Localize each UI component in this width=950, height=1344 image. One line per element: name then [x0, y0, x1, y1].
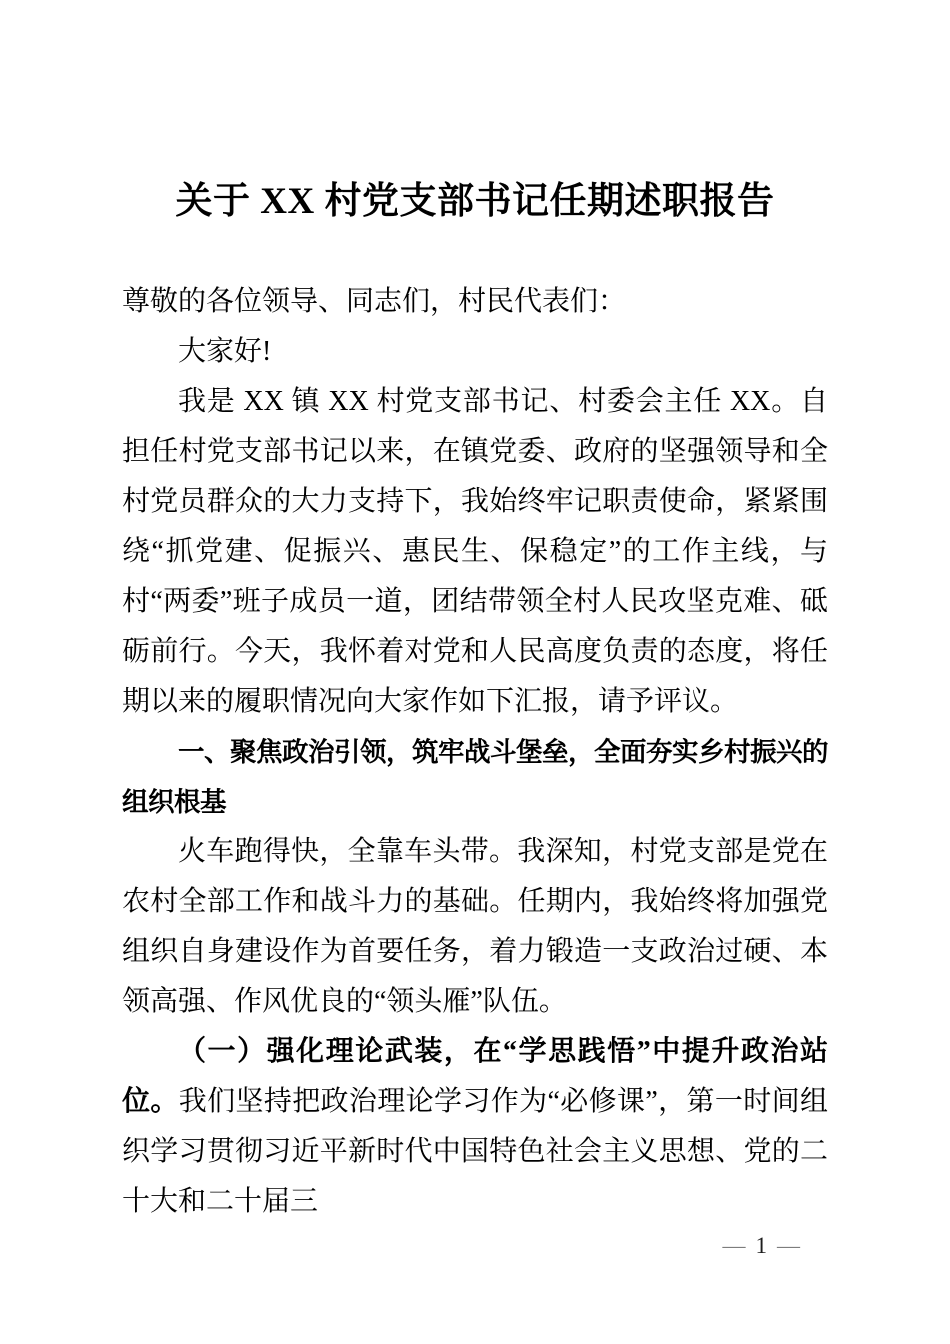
page-footer: [723, 1231, 801, 1261]
footer-left-dash: —: [722, 1233, 746, 1258]
paragraph: [122, 727, 828, 827]
paragraph-text: 我是 XX 镇 XX 村党支部书记、村委会主任 XX。自担任村党支部书记以来，在镇党委、政府的坚强领导和全村党员群众的大力支持下，我始终牢记职责使命，紧紧围绕“抓党建、促振兴、惠民生、保稳定”的工作主线，与村“两委”班子成员一道，团结带领全村人民攻坚克难、砥砺前行。今天，我怀着对党和人民高度负责的态度，将任期以来的履职情况向大家作如下汇报，请予评议。: [122, 386, 828, 717]
paragraph: [122, 827, 828, 1027]
page-number: 1: [755, 1233, 767, 1258]
paragraph: [122, 1027, 828, 1227]
paragraph-text: 我们坚持把政治理论学习作为“必修课”，第一时间组织学习贯彻习近平新时代中国特色社会主义思想、党的二十大和二十届三: [122, 1086, 828, 1217]
paragraph-text: 火车跑得快，全靠车头带。我深知，村党支部是党在农村全部工作和战斗力的基础。任期内，我始终将加强党组织自身建设作为首要任务，着力锻造一支政治过硬、本领高强、作风优良的“领头雁”队伍。: [122, 836, 828, 1017]
paragraph: [122, 277, 828, 327]
paragraph: [122, 327, 828, 377]
paragraph-text: 尊敬的各位领导、同志们，村民代表们：: [122, 286, 627, 317]
paragraph: [122, 377, 828, 727]
document-body: [122, 277, 828, 1227]
paragraph-lead: （一）强化理论武装，在“学思践悟”中提升政治站位。: [122, 1036, 828, 1117]
paragraph-text: 一、聚焦政治引领，筑牢战斗堡垒，全面夯实乡村振兴的组织根基: [122, 737, 828, 817]
document-title: 关于 XX 村党支部书记任期述职报告: [175, 181, 775, 222]
footer-right-dash: —: [777, 1233, 800, 1258]
paragraph-text: 大家好!: [178, 336, 272, 367]
